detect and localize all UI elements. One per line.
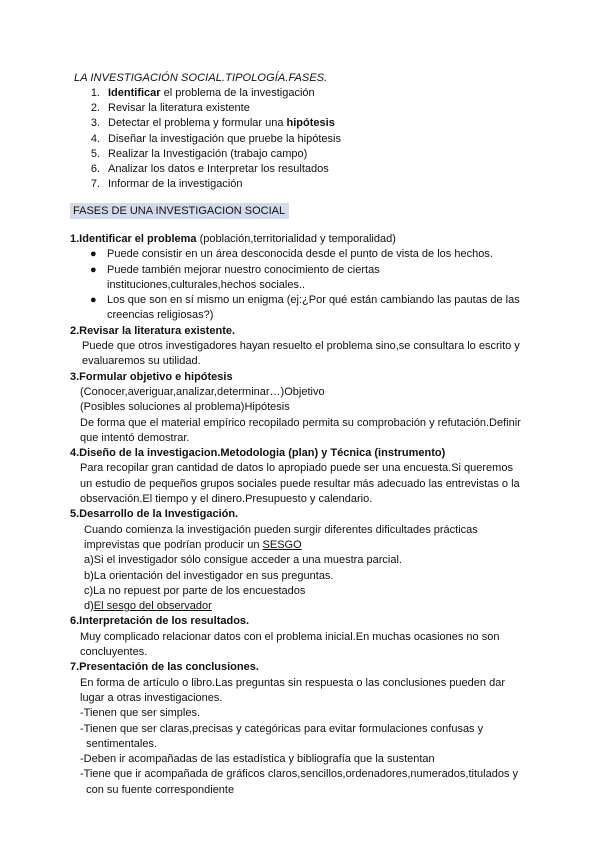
- paragraph-line: concluyentes.: [80, 646, 148, 659]
- phase4-heading: 4.Diseño de la investigacion.Metodologia (plan) y Técnica (instrumento): [70, 447, 446, 460]
- bullet-icon: ●: [90, 263, 97, 276]
- list-item: b)La orientación del investigador en sus preguntas.: [84, 569, 334, 582]
- list-item-continuation: con su fuente correspondiente: [80, 783, 235, 796]
- list-item: ● Puede también mejorar nuestro conocimiento de ciertas: [70, 263, 540, 278]
- section-heading: FASES DE UNA INVESTIGACION SOCIAL: [70, 203, 289, 219]
- paragraph-line: Cuando comienza la investigación pueden surgir diferentes dificultades prácticas: [84, 523, 478, 536]
- paragraph-line: En forma de artículo o libro.Las preguntas sin respuesta o las conclusiones pueden dar: [80, 676, 505, 689]
- list-item: 5. Realizar la Investigación (trabajo campo): [90, 147, 308, 160]
- list-item-continuation: creencias religiosas?): [107, 309, 214, 322]
- list-item-continuation: sentimentales.: [80, 737, 158, 750]
- paragraph-line: Para recopilar gran cantidad de datos lo apropiado puede ser una encuesta.Si queremos: [80, 462, 513, 475]
- bullet-icon: ●: [90, 294, 97, 307]
- list-item: -Tienen que ser simples.: [80, 707, 201, 720]
- paragraph-line: evaluaremos su utilidad.: [82, 355, 201, 368]
- list-item: 7. Informar de la investigación: [90, 178, 243, 191]
- list-item-continuation: instituciones,culturales,hechos sociales..: [107, 278, 306, 291]
- paragraph-line: que intentó demostrar.: [80, 431, 190, 444]
- paragraph-line: imprevistas que podrían producir un SESGO: [84, 538, 302, 551]
- list-item: 6. Analizar los datos e Interpretar los resultados: [90, 162, 329, 175]
- paragraph-line: (Posibles soluciones al problema)Hipótesis: [80, 401, 290, 414]
- list-item: ● Puede consistir en un área desconocida desde el punto de vista de los hechos.: [70, 247, 540, 262]
- list-item: -Tiene que ir acompañada de gráficos claros,sencillos,ordenadores,numerados,titulados y: [80, 768, 519, 781]
- phase1-heading: 1.Identificar el problema (población,territorialidad y temporalidad): [70, 233, 396, 245]
- list-item: a)Si el investigador sólo consigue acceder a una muestra parcial.: [84, 554, 402, 567]
- list-item: d)El sesgo del observador: [84, 600, 212, 613]
- phase3-heading: 3.Formular objetivo e hipótesis: [70, 370, 233, 383]
- paragraph-line: un estudio de pequeños grupos sociales puede resultar más adecuado las entrevistas o la: [80, 477, 520, 490]
- paragraph-line: (Conocer,averiguar,analizar,determinar…)Objetivo: [80, 385, 325, 398]
- phase6-heading: 6.Interpretación de los resultados.: [70, 615, 250, 628]
- list-item: -Tienen que ser claras,precisas y categóricas para evitar formulaciones confusas y: [80, 722, 484, 735]
- phases-list: [74, 86, 341, 192]
- list-item: -Deben ir acompañadas de las estadística y bibliografía que la sustentan: [80, 753, 435, 766]
- phases-body: [70, 232, 540, 798]
- list-item: 1. Identificar el problema de la investigación: [90, 87, 315, 99]
- list-item: 2. Revisar la literatura existente: [90, 102, 250, 115]
- paragraph-line: Puede que otros investigadores hayan resuelto el problema sino,se consultara lo escrito y: [82, 340, 520, 353]
- bullet-icon: ●: [90, 248, 97, 261]
- list-item: 3. Detectar el problema y formular una hipótesis: [90, 117, 335, 130]
- list-item: ● Los que son en sí mismo un enigma (ej:¿Por qué están cambiando las pautas de las: [70, 293, 540, 308]
- paragraph-line: De forma que el material empírico recopilado permita su comprobación y refutación.Definir: [80, 416, 521, 429]
- paragraph-line: lugar a otras investigaciones.: [80, 691, 223, 704]
- document-title: LA INVESTIGACIÓN SOCIAL.TIPOLOGÍA.FASES.: [74, 72, 328, 84]
- phase5-heading: 5.Desarrollo de la Investigación.: [70, 508, 239, 521]
- list-item: 4. Diseñar la investigación que pruebe la hipótesis: [90, 132, 341, 145]
- paragraph-line: observación.El tiempo y el dinero.Presupuesto y calendario.: [80, 493, 373, 506]
- phase7-heading: 7.Presentación de las conclusiones.: [70, 661, 259, 674]
- sesgo-term: SESGO: [262, 538, 302, 551]
- paragraph-line: Muy complicado relacionar datos con el problema inicial.En muchas ocasiones no son: [80, 630, 500, 643]
- list-item: c)La no repuest por parte de los encuestados: [84, 584, 306, 597]
- phase2-heading: 2.Revisar la literatura existente.: [70, 324, 236, 337]
